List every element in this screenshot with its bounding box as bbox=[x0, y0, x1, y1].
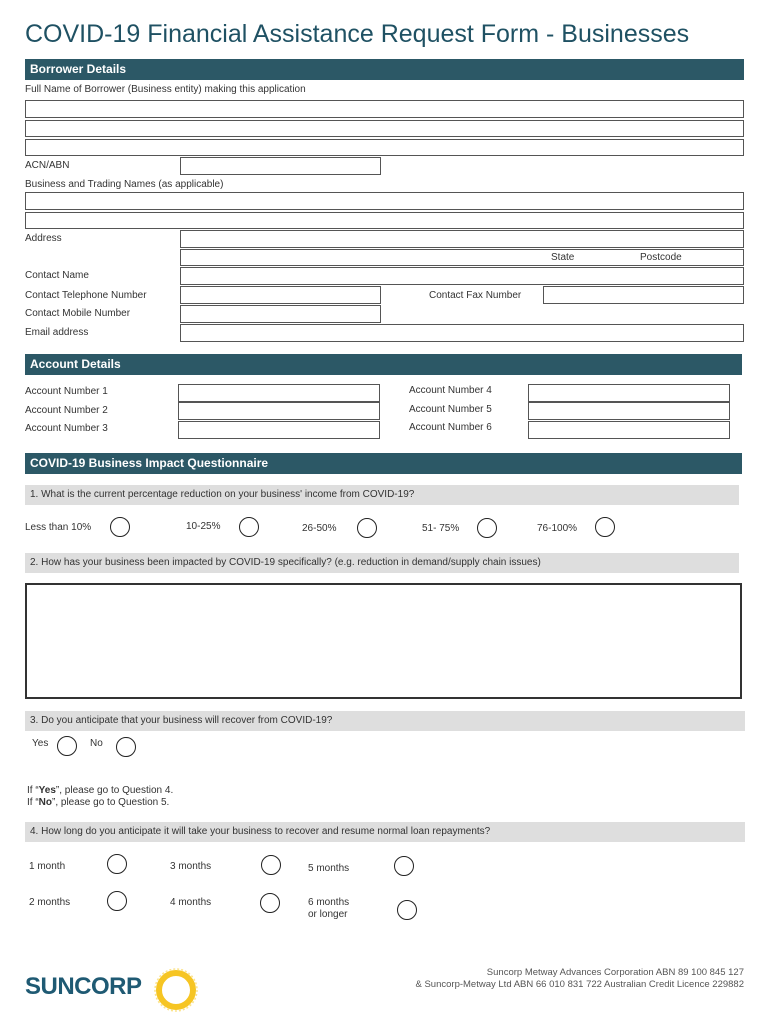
contact-name-field[interactable] bbox=[180, 267, 744, 285]
page-title: COVID-19 Financial Assistance Request Form - Businesses bbox=[25, 20, 690, 48]
suncorp-logo-text: SUNCORP bbox=[25, 973, 142, 1000]
account-5-field[interactable] bbox=[528, 402, 730, 420]
trading-names-label: Business and Trading Names (as applicable) bbox=[25, 179, 224, 190]
question-2: 2. How has your business been impacted by COVID-19 specifically? (e.g. reduction in demand/supply chain issues) bbox=[25, 553, 739, 573]
suncorp-logo-icon bbox=[154, 968, 198, 1012]
q4-option-label: 5 months bbox=[308, 863, 350, 874]
account-2-field[interactable] bbox=[178, 402, 380, 420]
q1-radio-less-than-10[interactable] bbox=[110, 517, 130, 537]
q4-option-label: 3 months bbox=[170, 861, 212, 872]
account-6-label: Account Number 6 bbox=[409, 422, 492, 433]
contact-fax-label: Contact Fax Number bbox=[429, 290, 522, 301]
section-header-questionnaire: COVID-19 Business Impact Questionnaire bbox=[25, 453, 742, 474]
trading-names-field-1[interactable] bbox=[25, 192, 744, 210]
account-3-field[interactable] bbox=[178, 421, 380, 439]
account-1-label: Account Number 1 bbox=[25, 386, 108, 397]
address-field-1[interactable] bbox=[180, 230, 744, 248]
q3-note-no: If “No”, please go to Question 5. bbox=[27, 797, 170, 808]
q4-radio-5-months[interactable] bbox=[394, 856, 414, 876]
contact-fax-field[interactable] bbox=[543, 286, 744, 304]
email-field[interactable] bbox=[180, 324, 744, 342]
section-header-borrower: Borrower Details bbox=[25, 59, 744, 80]
trading-names-field-2[interactable] bbox=[25, 212, 744, 229]
postcode-label: Postcode bbox=[640, 252, 682, 263]
q4-radio-4-months[interactable] bbox=[260, 893, 280, 913]
contact-phone-field[interactable] bbox=[180, 286, 381, 304]
state-label: State bbox=[551, 252, 575, 263]
email-label: Email address bbox=[25, 327, 89, 338]
full-name-field-2[interactable] bbox=[25, 120, 744, 137]
q1-radio-76-100[interactable] bbox=[595, 517, 615, 537]
contact-mobile-label: Contact Mobile Number bbox=[25, 308, 131, 319]
account-4-field[interactable] bbox=[528, 384, 730, 402]
q1-radio-26-50[interactable] bbox=[357, 518, 377, 538]
account-1-field[interactable] bbox=[178, 384, 380, 402]
contact-phone-label: Contact Telephone Number bbox=[25, 290, 147, 301]
footer-line-2: & Suncorp-Metway Ltd ABN 66 010 831 722 Australian Credit Licence 229882 bbox=[415, 979, 744, 990]
q3-radio-no[interactable] bbox=[116, 737, 136, 757]
acn-field[interactable] bbox=[180, 157, 381, 175]
account-6-field[interactable] bbox=[528, 421, 730, 439]
q1-option-label: Less than 10% bbox=[25, 522, 92, 533]
q3-option-label: Yes bbox=[32, 738, 49, 749]
q4-radio-3-months[interactable] bbox=[261, 855, 281, 875]
q4-radio-1-month[interactable] bbox=[107, 854, 127, 874]
address-label: Address bbox=[25, 233, 62, 244]
full-name-field-1[interactable] bbox=[25, 100, 744, 118]
q1-option-label: 51- 75% bbox=[422, 523, 460, 534]
q4-radio-2-months[interactable] bbox=[107, 891, 127, 911]
question-3: 3. Do you anticipate that your business will recover from COVID-19? bbox=[25, 711, 745, 731]
q1-option-label: 26-50% bbox=[302, 523, 337, 534]
full-name-field-3[interactable] bbox=[25, 139, 744, 156]
q3-note-yes: If “Yes”, please go to Question 4. bbox=[27, 785, 174, 796]
q3-option-label: No bbox=[90, 738, 103, 749]
section-header-account: Account Details bbox=[25, 354, 742, 375]
contact-mobile-field[interactable] bbox=[180, 305, 381, 323]
q1-option-label: 10-25% bbox=[186, 521, 221, 532]
account-4-label: Account Number 4 bbox=[409, 385, 492, 396]
account-5-label: Account Number 5 bbox=[409, 404, 492, 415]
q4-radio-6-months-or-longer[interactable] bbox=[397, 900, 417, 920]
q1-radio-51-75[interactable] bbox=[477, 518, 497, 538]
account-2-label: Account Number 2 bbox=[25, 405, 108, 416]
account-3-label: Account Number 3 bbox=[25, 423, 108, 434]
q4-option-label: 2 months bbox=[29, 897, 71, 908]
acn-label: ACN/ABN bbox=[25, 160, 70, 171]
question-4: 4. How long do you anticipate it will take your business to recover and resume normal loan repayments? bbox=[25, 822, 745, 842]
q2-answer-textarea[interactable] bbox=[25, 583, 742, 699]
q1-radio-10-25[interactable] bbox=[239, 517, 259, 537]
q1-option-label: 76-100% bbox=[537, 523, 578, 534]
q4-option-label: 1 month bbox=[29, 861, 66, 872]
q4-option-label: or longer bbox=[308, 909, 348, 920]
full-name-label: Full Name of Borrower (Business entity) making this application bbox=[25, 84, 306, 95]
footer-line-1: Suncorp Metway Advances Corporation ABN 89 100 845 127 bbox=[486, 967, 744, 978]
question-1: 1. What is the current percentage reduction on your business' income from COVID-19? bbox=[25, 485, 739, 505]
q4-option-label: 6 months bbox=[308, 897, 350, 908]
contact-name-label: Contact Name bbox=[25, 270, 89, 281]
q3-radio-yes[interactable] bbox=[57, 736, 77, 756]
q4-option-label: 4 months bbox=[170, 897, 212, 908]
